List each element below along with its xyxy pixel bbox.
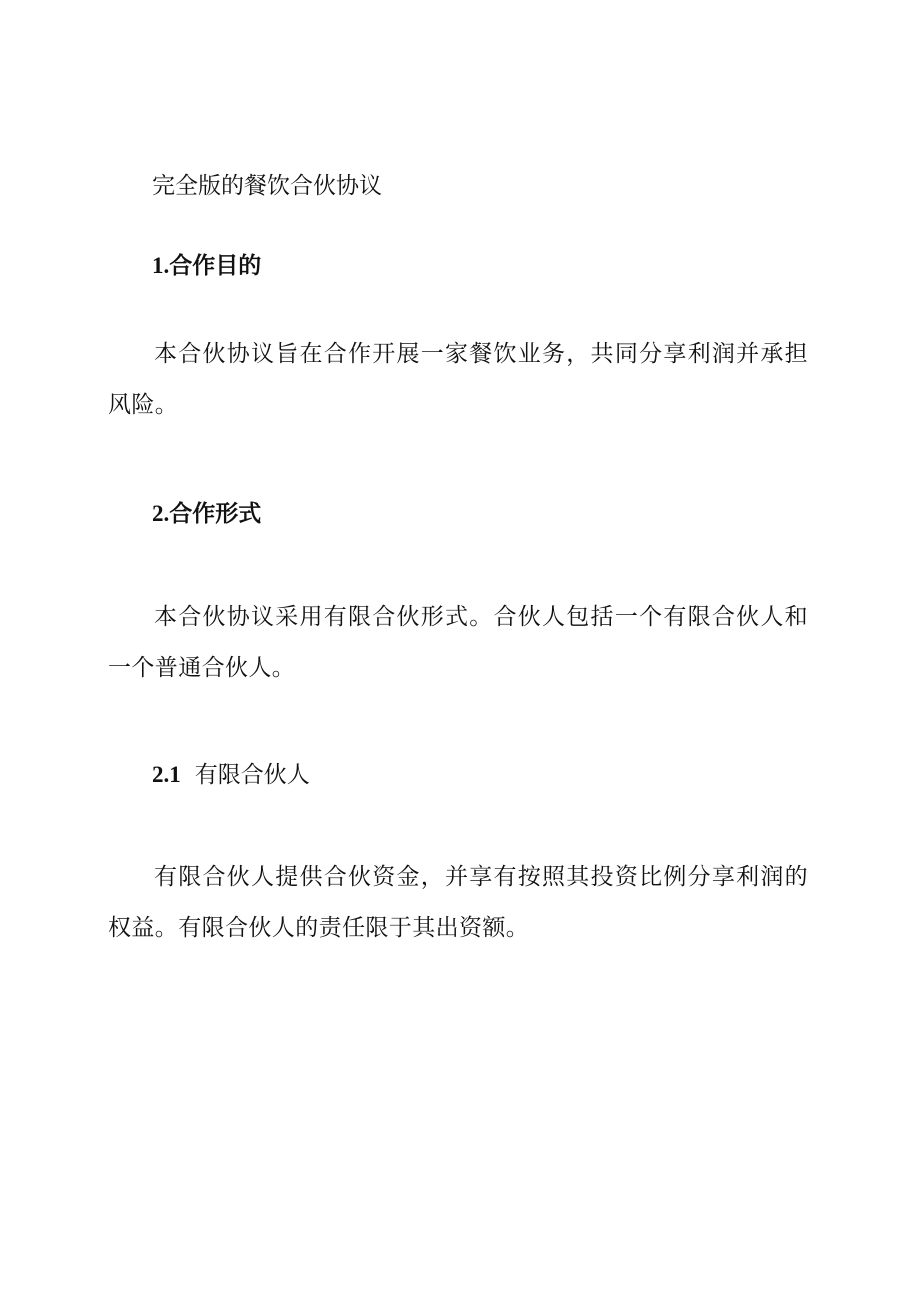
section-title-2-1: 有限合伙人: [194, 762, 310, 788]
section-paragraph-2: 本合伙协议采用有限合伙形式。合伙人包括一个有限合伙人和一个普通合伙人。: [108, 604, 808, 681]
section-heading-2: [152, 499, 261, 529]
section-number-1: 1.: [152, 253, 170, 278]
section-number-2-1: 2.1: [152, 762, 181, 787]
document-title: 完全版的餐饮合伙协议: [152, 173, 382, 199]
section-paragraph-1: 本合伙协议旨在合作开展一家餐饮业务，共同分享利润并承担风险。: [108, 341, 808, 418]
section-heading-1: [152, 251, 261, 281]
section-heading-2-1: [152, 760, 310, 790]
section-number-2: 2.: [152, 501, 170, 526]
section-title-2: 合作形式: [169, 501, 262, 527]
section-paragraph-2-1: 有限合伙人提供合伙资金，并享有按照其投资比例分享利润的权益。有限合伙人的责任限于其出资额。: [108, 864, 808, 941]
section-title-1: 合作目的: [169, 253, 262, 279]
